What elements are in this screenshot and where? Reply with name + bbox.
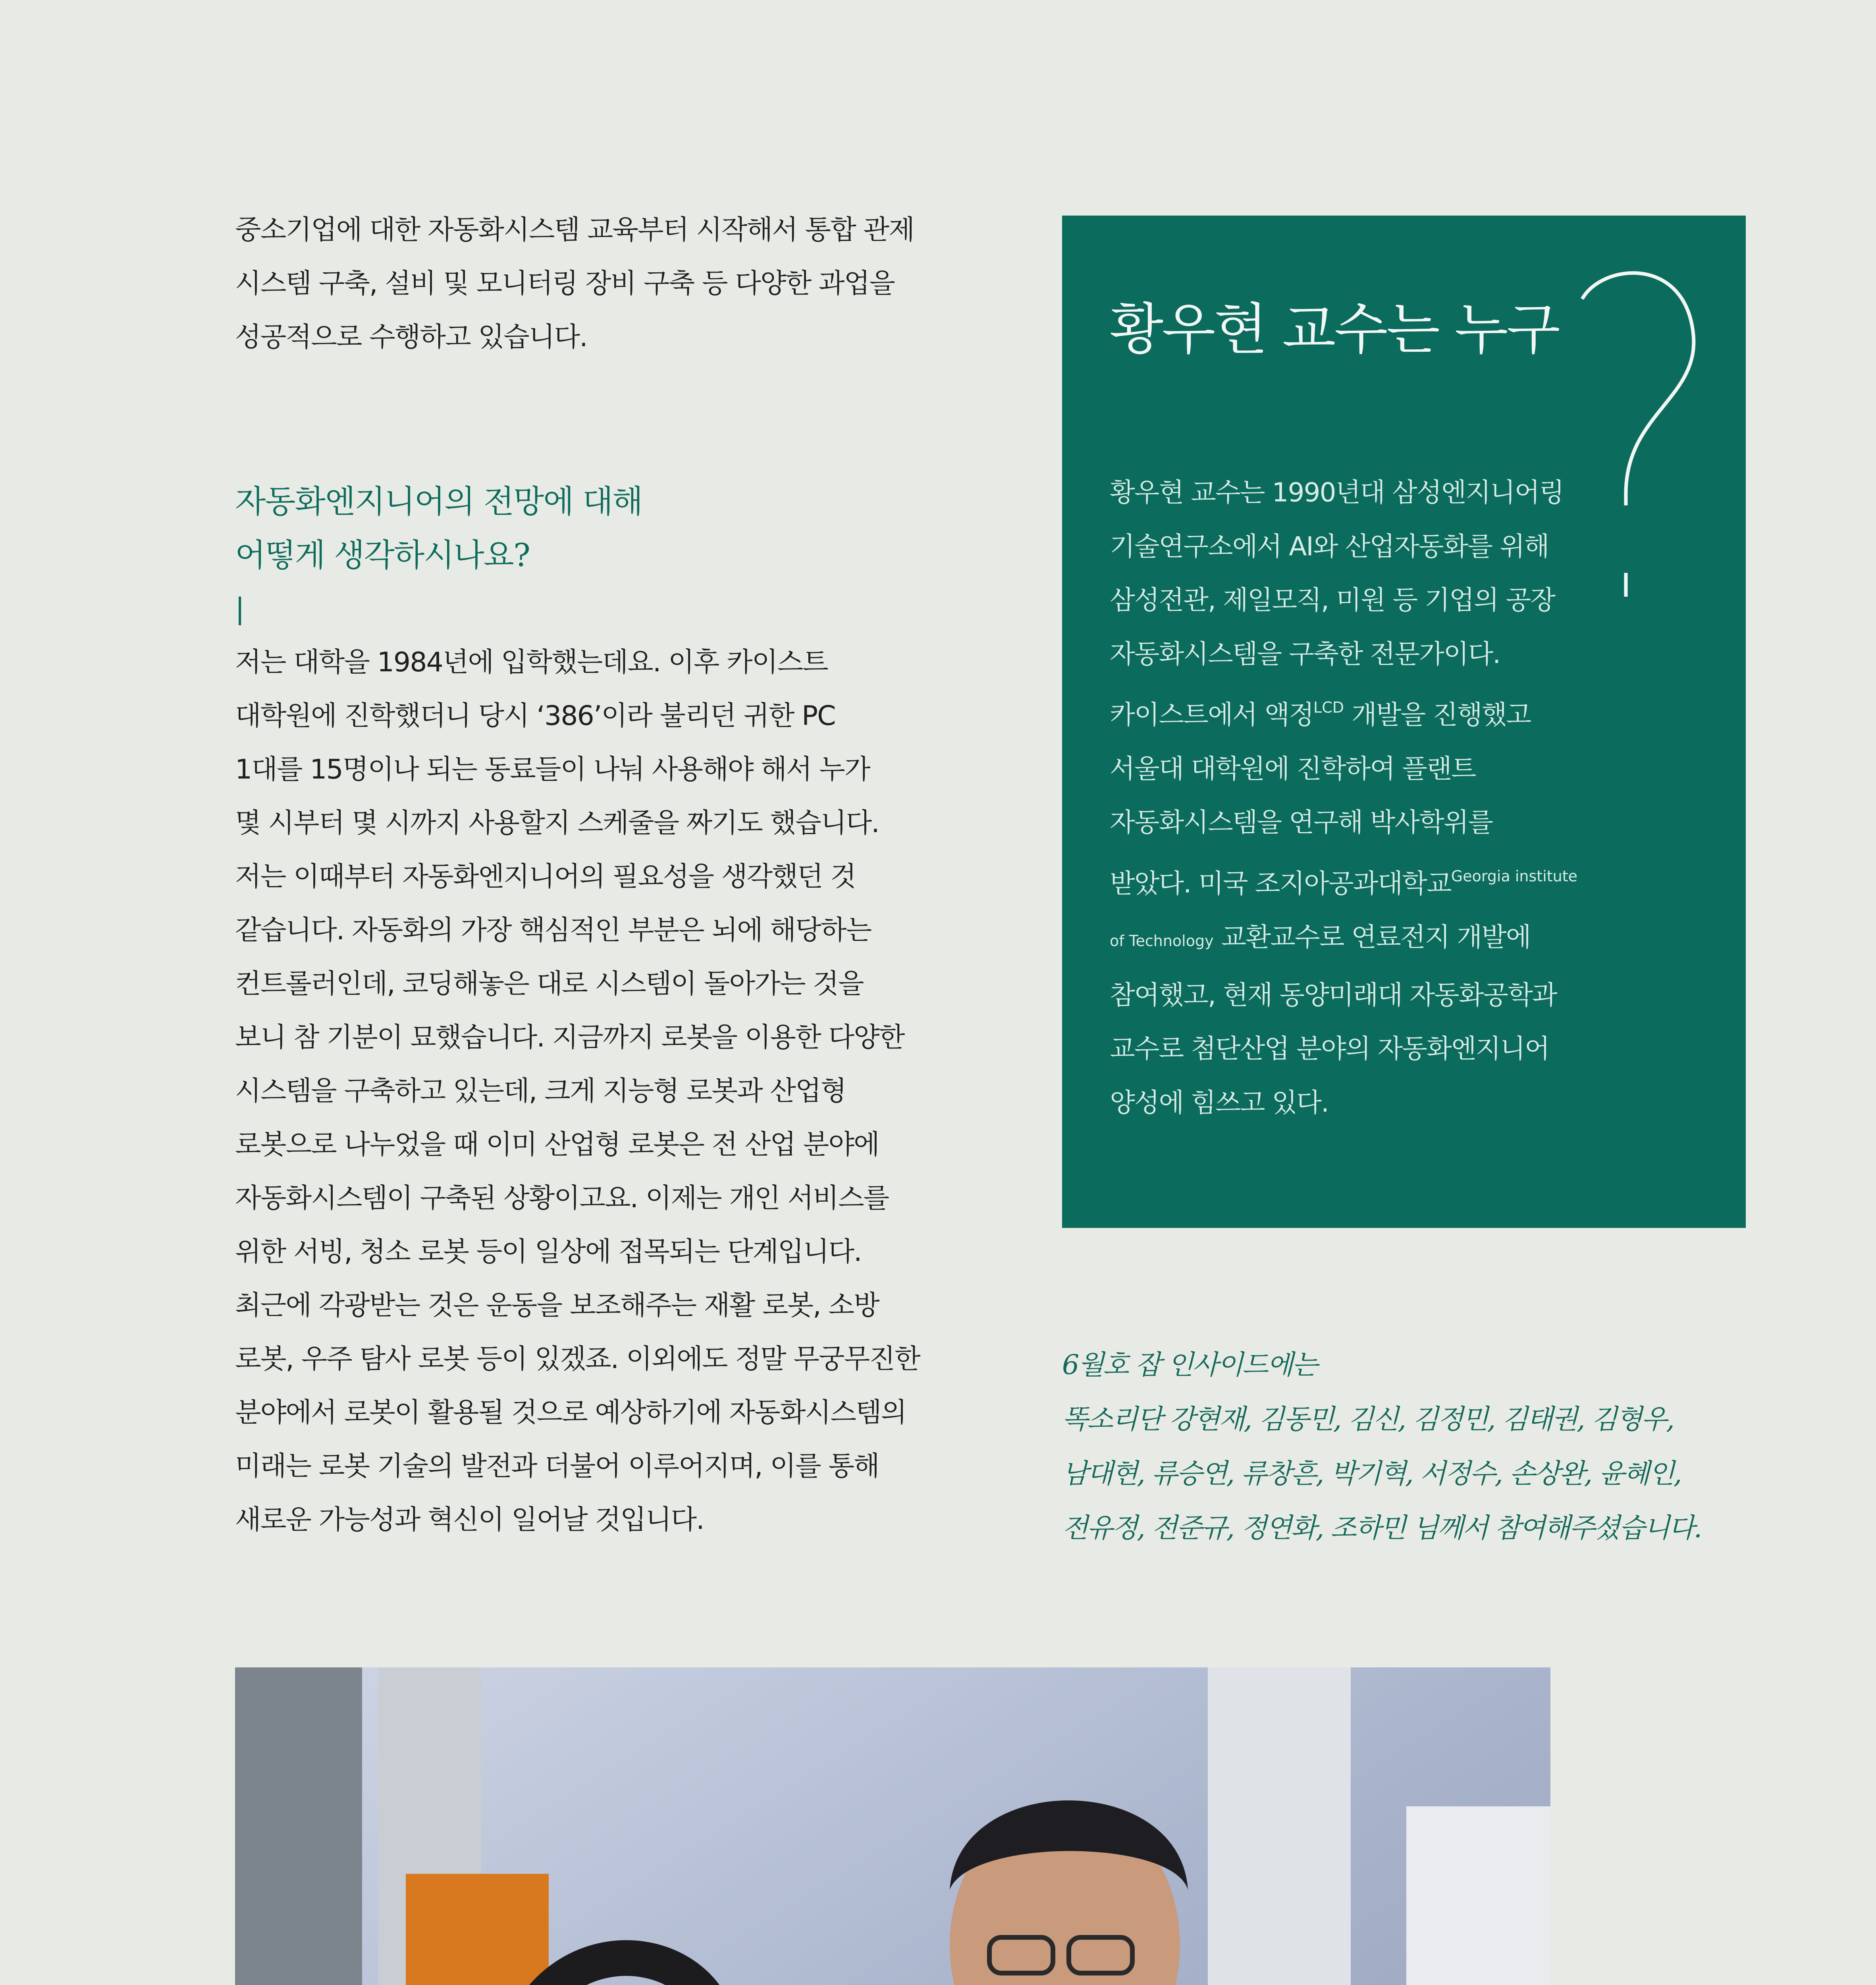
- credits: [1062, 1338, 1701, 1555]
- answer-line: 분야에서 로봇이 활용될 것으로 예상하기에 자동화시스템의: [235, 1397, 906, 1428]
- answer-line: 로봇, 우주 탐사 로봇 등이 있겠죠. 이외에도 정말 무궁무진한: [235, 1343, 920, 1375]
- professor-photo: [235, 1667, 1550, 1985]
- answer-line: 같습니다. 자동화의 가장 핵심적인 부분은 뇌에 해당하는: [235, 915, 871, 946]
- profile-text: 받았다. 미국 조지아공과대학교: [1110, 868, 1451, 899]
- question-line: 자동화엔지니어의 전망에 대해: [235, 483, 642, 520]
- profile-sup-georgia: Georgia institute: [1451, 867, 1578, 885]
- profile-text: 개발을 진행했고: [1344, 700, 1531, 730]
- answer-line: 시스템을 구축하고 있는데, 크게 지능형 로봇과 산업형: [235, 1075, 846, 1107]
- intro-line: 중소기업에 대한 자동화시스템 교육부터 시작해서 통합 관제: [235, 214, 914, 246]
- answer-line: 새로운 가능성과 혁신이 일어날 것입니다.: [235, 1504, 704, 1536]
- profile-line: 양성에 힘쓰고 있다.: [1110, 1087, 1328, 1118]
- profile-line: 황우현 교수는 1990년대 삼성엔지니어링: [1110, 477, 1564, 508]
- question-heading: [235, 475, 642, 636]
- answer-line: 저는 대학을 1984년에 입학했는데요. 이후 카이스트: [235, 647, 828, 678]
- profile-line: 삼성전관, 제일모직, 미원 등 기업의 공장: [1110, 585, 1555, 615]
- profile-title: 황우현 교수는 누구: [1110, 297, 1559, 362]
- answer-line: 컨트롤러인데, 코딩해놓은 대로 시스템이 돌아가는 것을: [235, 968, 864, 1000]
- answer-line: 몇 시부터 몇 시까지 사용할지 스케줄을 짜기도 했습니다.: [235, 807, 879, 839]
- answer-line: 미래는 로봇 기술의 발전과 더불어 이루어지며, 이를 통해: [235, 1451, 879, 1482]
- profile-line: [1110, 681, 1577, 742]
- profile-body: [1110, 466, 1577, 1129]
- credits-line: 똑소리단 강현재, 김동민, 김신, 김정민, 김태권, 김형우,: [1062, 1404, 1674, 1435]
- question-mark-decoration: [1566, 247, 1709, 803]
- answer-line: 로봇으로 나누었을 때 이미 산업형 로봇은 전 산업 분야에: [235, 1129, 879, 1160]
- profile-sup-lcd: LCD: [1313, 699, 1344, 716]
- profile-line: [1110, 910, 1577, 968]
- question-line: 어떻게 생각하시나요?: [235, 537, 530, 574]
- profile-line: 참여했고, 현재 동양미래대 자동화공학과: [1110, 979, 1557, 1010]
- profile-line: 자동화시스템을 구축한 전문가이다.: [1110, 638, 1500, 669]
- question-bar: |: [235, 592, 244, 625]
- profile-small-text: of Technology: [1110, 932, 1214, 950]
- profile-box: [1062, 216, 1746, 1228]
- credits-line: 6월호 잡 인사이드에는: [1062, 1349, 1317, 1381]
- profile-text: 카이스트에서 액정: [1110, 700, 1314, 730]
- answer-line: 대학원에 진학했더니 당시 ‘386’이라 불리던 귀한 PC: [235, 700, 835, 732]
- answer-paragraph: [235, 636, 920, 1547]
- intro-line: 시스템 구축, 설비 및 모니터링 장비 구축 등 다양한 과업을: [235, 268, 895, 299]
- credits-line: 남대현, 류승연, 류창흔, 박기혁, 서정수, 손상완, 윤혜인,: [1062, 1458, 1681, 1490]
- answer-line: 보니 참 기분이 묘했습니다. 지금까지 로봇을 이용한 다양한: [235, 1022, 904, 1053]
- answer-line: 자동화시스템이 구축된 상황이고요. 이제는 개인 서비스를: [235, 1183, 889, 1214]
- profile-line: 교수로 첨단산업 분야의 자동화엔지니어: [1110, 1033, 1549, 1064]
- profile-line: 서울대 대학원에 진학하여 플랜트: [1110, 753, 1476, 784]
- profile-line: [1110, 850, 1577, 911]
- credits-line: 전유정, 전준규, 정연화, 조하민 님께서 참여해주셨습니다.: [1062, 1513, 1701, 1544]
- answer-line: 최근에 각광받는 것은 운동을 보조해주는 재활 로봇, 소방: [235, 1290, 879, 1321]
- intro-paragraph: [235, 203, 914, 364]
- answer-line: 위한 서빙, 청소 로봇 등이 일상에 접목되는 단계입니다.: [235, 1236, 862, 1268]
- profile-line: 자동화시스템을 연구해 박사학위를: [1110, 807, 1493, 838]
- profile-line: 기술연구소에서 AI와 산업자동화를 위해: [1110, 531, 1549, 562]
- photo-illustration: [235, 1667, 1550, 1985]
- intro-line: 성공적으로 수행하고 있습니다.: [235, 322, 587, 353]
- profile-text: 교환교수로 연료전지 개발에: [1213, 922, 1531, 952]
- answer-line: 저는 이때부터 자동화엔지니어의 필요성을 생각했던 것: [235, 861, 856, 892]
- answer-line: 1대를 15명이나 되는 동료들이 나눠 사용해야 해서 누가: [235, 754, 870, 785]
